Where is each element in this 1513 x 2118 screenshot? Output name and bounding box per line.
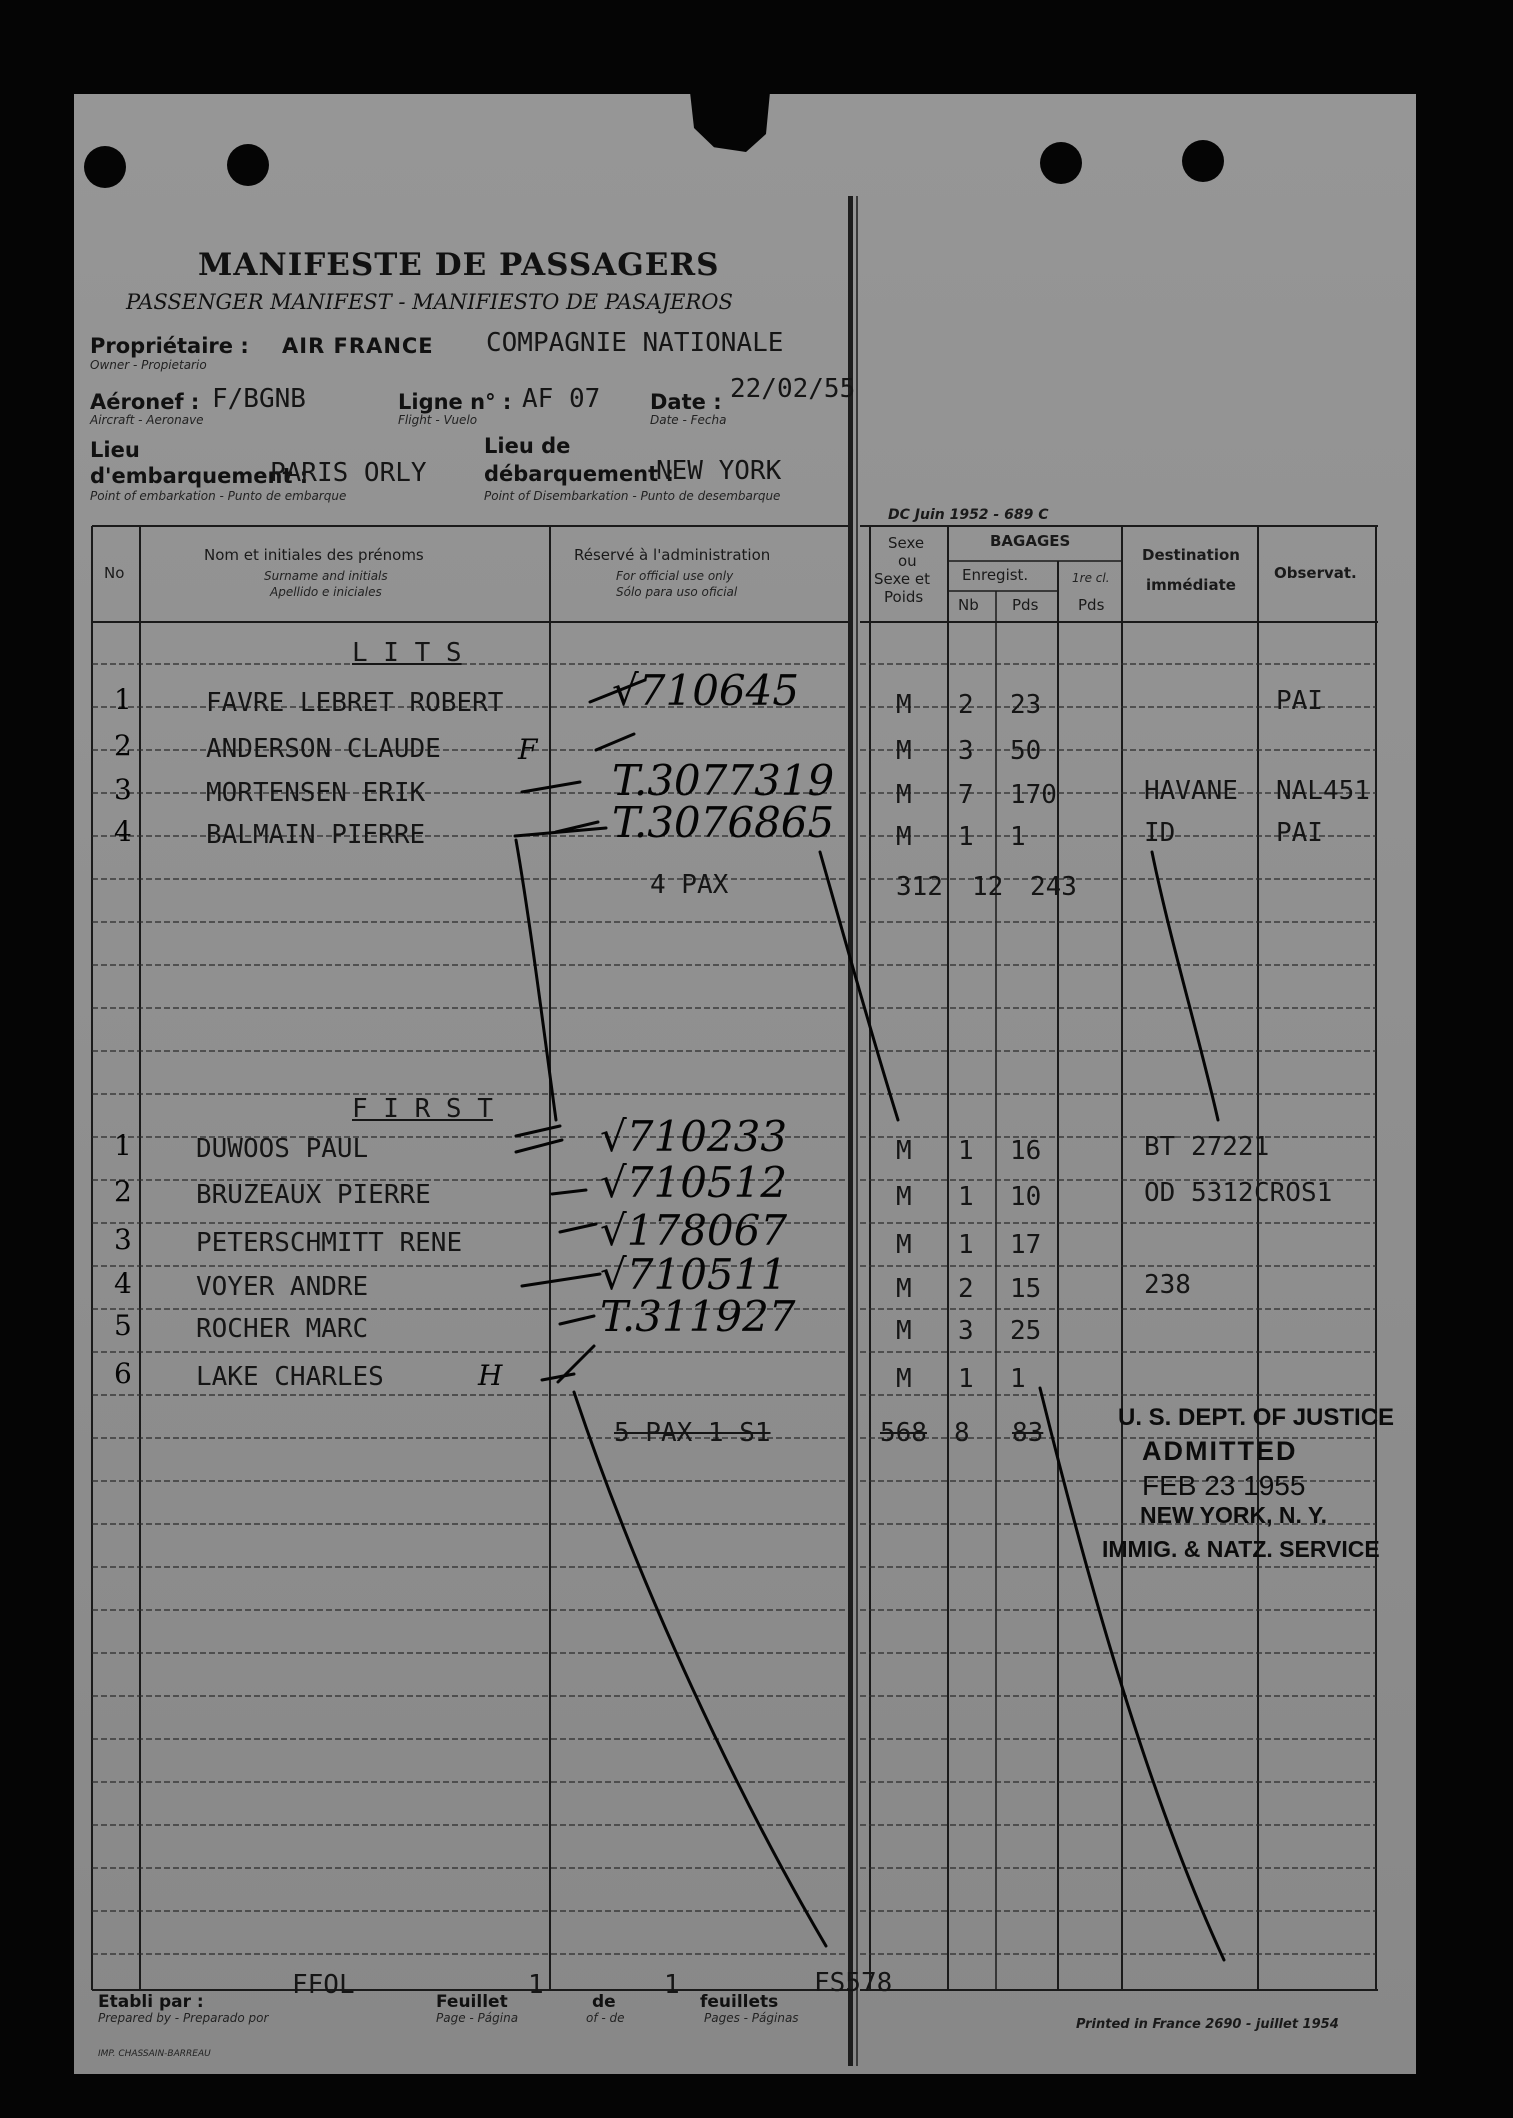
observation: PAI: [1276, 818, 1323, 848]
admin-number: √710233: [600, 1112, 788, 1161]
passenger-name: FAVRE LEBRET ROBERT: [206, 688, 504, 718]
flight-sublabel: Flight - Vuelo: [398, 413, 478, 427]
admin-number: √710511: [600, 1250, 788, 1299]
baggage-count: 7: [958, 780, 974, 810]
baggage-count: 2: [958, 690, 974, 720]
col-header-admin-es: Sólo para uso oficial: [616, 585, 738, 599]
destination: BT 27221: [1144, 1132, 1270, 1162]
printer-name: IMP. CHASSAIN-BARREAU: [98, 2049, 211, 2059]
prepared-by-label: Etabli par :: [98, 1992, 204, 2012]
passenger-name: BRUZEAUX PIERRE: [196, 1180, 431, 1210]
stamp-date: FEB 23 1955: [1142, 1470, 1306, 1501]
admin-number: T.3076865: [612, 798, 835, 847]
handwritten-mark-h: H: [478, 1359, 503, 1392]
row-number: 3: [114, 1223, 132, 1256]
date-label: Date :: [650, 390, 722, 414]
form-reference-fs: FS578: [814, 1968, 893, 1998]
col-header-sex-1: Sexe: [888, 534, 925, 552]
passenger-name: LAKE CHARLES: [196, 1362, 384, 1392]
owner-value: AIR FRANCE: [282, 334, 434, 358]
disembark-label-1: Lieu de: [484, 434, 571, 458]
handwritten-mark-f: F: [518, 733, 538, 766]
form-reference: DC Juin 1952 - 689 C: [888, 507, 1049, 523]
flight-value: AF 07: [522, 384, 601, 414]
destination: OD 5312: [1144, 1178, 1254, 1208]
lits-total-label: 4 PAX: [650, 870, 729, 900]
baggage-weight: 15: [1010, 1274, 1042, 1304]
passenger-sex: M: [896, 822, 912, 852]
passenger-name: ROCHER MARC: [196, 1314, 369, 1344]
passenger-name: ANDERSON CLAUDE: [206, 734, 441, 764]
passenger-sex: M: [896, 1230, 912, 1260]
first-total-sex: 568: [880, 1418, 927, 1448]
baggage-count: 2: [958, 1274, 974, 1304]
row-number: 1: [114, 1129, 132, 1162]
lits-total-pds: 243: [1030, 872, 1077, 902]
col-header-destination-1: Destination: [1142, 546, 1240, 564]
passenger-name: PETERSCHMITT RENE: [196, 1228, 463, 1258]
col-header-name: Nom et initiales des prénoms: [204, 546, 424, 564]
aircraft-sublabel: Aircraft - Aeronave: [90, 413, 204, 427]
col-header-first-class: 1re cl.: [1072, 571, 1110, 585]
passenger-name: DUWOOS PAUL: [196, 1134, 369, 1164]
of-label: de: [592, 1992, 616, 2012]
aircraft-value: F/BGNB: [212, 384, 306, 414]
row-number: 6: [114, 1357, 132, 1390]
flight-label: Ligne n° :: [398, 390, 512, 414]
passenger-sex: M: [896, 1182, 912, 1212]
baggage-count: 1: [958, 1364, 974, 1394]
col-header-sex-3: Sexe et: [874, 570, 931, 588]
pages-sublabel: Pages - Páginas: [704, 2011, 799, 2025]
date-value: 22/02/55: [730, 374, 856, 404]
admin-number: T.311927: [600, 1292, 796, 1341]
destination: ID: [1144, 818, 1176, 848]
col-header-destination-2: immédiate: [1146, 576, 1236, 594]
col-header-no: No: [104, 564, 125, 582]
owner-sublabel: Owner - Propietario: [90, 358, 207, 372]
row-number: 2: [114, 729, 132, 762]
date-sublabel: Date - Fecha: [650, 413, 727, 427]
stamp-service: IMMIG. & NATZ. SERVICE: [1102, 1536, 1380, 1562]
row-number: 5: [114, 1309, 132, 1342]
baggage-weight: 25: [1010, 1316, 1042, 1346]
pages-label: feuillets: [700, 1992, 779, 2012]
row-number: 4: [114, 1267, 132, 1300]
sheet-label: Feuillet: [436, 1992, 508, 2012]
owner-label: Propriétaire :: [90, 334, 249, 358]
passenger-name: BALMAIN PIERRE: [206, 820, 426, 850]
aircraft-label: Aéronef :: [90, 390, 200, 414]
baggage-weight: 16: [1010, 1136, 1042, 1166]
col-header-admin: Réservé à l'administration: [574, 546, 771, 564]
embark-label-2: d'embarquement :: [90, 464, 309, 488]
passenger-sex: M: [896, 1274, 912, 1304]
row-number: 3: [114, 773, 132, 806]
embark-label-1: Lieu: [90, 438, 140, 462]
passenger-sex: M: [896, 780, 912, 810]
admin-number: √710645: [612, 666, 800, 715]
disembark-value: NEW YORK: [656, 456, 782, 486]
col-header-observ: Observat.: [1274, 564, 1357, 582]
col-header-sex-2: ou: [898, 552, 917, 570]
first-total-label: 5 PAX 1 S1: [614, 1418, 771, 1448]
row-number: 1: [114, 683, 132, 716]
baggage-count: 1: [958, 1136, 974, 1166]
baggage-count: 1: [958, 822, 974, 852]
admin-number: √178067: [600, 1206, 788, 1255]
baggage-weight: 50: [1010, 736, 1042, 766]
embark-sublabel: Point of embarkation - Punto de embarque: [90, 489, 347, 503]
col-header-pds-2: Pds: [1078, 596, 1105, 614]
col-header-bagages: BAGAGES: [990, 532, 1071, 550]
of-sublabel: of - de: [586, 2011, 625, 2025]
admin-number: T.3077319: [612, 756, 835, 805]
baggage-weight: 10: [1010, 1182, 1042, 1212]
admin-number: √710512: [600, 1158, 788, 1207]
first-total-nb: 8: [954, 1418, 970, 1448]
of-value: 1: [664, 1970, 680, 2000]
row-number: 4: [114, 815, 132, 848]
manifest-title: MANIFESTE DE PASSAGERS: [198, 247, 720, 283]
col-header-name-es: Apellido e iniciales: [270, 585, 382, 599]
embark-value: PARIS ORLY: [270, 458, 427, 488]
prepared-by-sublabel: Prepared by - Preparado por: [98, 2011, 269, 2025]
prepared-by-value: FFOL: [292, 1970, 355, 2000]
baggage-count: 1: [958, 1182, 974, 1212]
observation: CROS1: [1254, 1178, 1333, 1208]
baggage-count: 3: [958, 736, 974, 766]
lits-total-nb: 12: [972, 872, 1004, 902]
baggage-count: 1: [958, 1230, 974, 1260]
sheet-sublabel: Page - Página: [436, 2011, 519, 2025]
observation: PAI: [1276, 686, 1323, 716]
passenger-sex: M: [896, 736, 912, 766]
baggage-weight: 170: [1010, 780, 1057, 810]
passenger-sex: M: [896, 690, 912, 720]
owner-typed: COMPAGNIE NATIONALE: [486, 328, 784, 358]
col-header-admin-en: For official use only: [616, 569, 734, 583]
baggage-weight: 1: [1010, 1364, 1026, 1394]
baggage-weight: 17: [1010, 1230, 1042, 1260]
passenger-sex: M: [896, 1316, 912, 1346]
sheet-value: 1: [528, 1970, 544, 2000]
passenger-name: VOYER ANDRE: [196, 1272, 369, 1302]
printed-in-france: Printed in France 2690 - juillet 1954: [1076, 2017, 1339, 2032]
baggage-weight: 1: [1010, 822, 1026, 852]
manifest-subtitle: PASSENGER MANIFEST - MANIFIESTO DE PASAJEROS: [126, 290, 733, 314]
passenger-name: MORTENSEN ERIK: [206, 778, 426, 808]
col-header-enregist: Enregist.: [962, 566, 1029, 584]
col-header-nb: Nb: [958, 596, 979, 614]
stamp-admitted: ADMITTED: [1142, 1436, 1298, 1466]
col-header-sex-4: Poids: [884, 588, 924, 606]
lits-total-sex: 312: [896, 872, 943, 902]
destination: HAVANE: [1144, 776, 1238, 806]
baggage-count: 3: [958, 1316, 974, 1346]
col-header-name-en: Surname and initials: [264, 569, 388, 583]
stamp-dept: U. S. DEPT. OF JUSTICE: [1118, 1404, 1395, 1431]
col-header-pds: Pds: [1012, 596, 1039, 614]
first-total-pds: 83: [1012, 1418, 1044, 1448]
baggage-weight: 23: [1010, 690, 1042, 720]
observation: NAL451: [1276, 776, 1370, 806]
row-number: 2: [114, 1175, 132, 1208]
section-lits: L I T S: [352, 638, 462, 668]
passenger-sex: M: [896, 1364, 912, 1394]
destination: 238: [1144, 1270, 1191, 1300]
disembark-label-2: débarquement :: [484, 462, 674, 486]
passenger-sex: M: [896, 1136, 912, 1166]
section-first: F I R S T: [352, 1094, 493, 1124]
disembark-sublabel: Point of Disembarkation - Punto de desembarque: [484, 489, 781, 503]
stamp-city: NEW YORK, N. Y.: [1140, 1502, 1328, 1528]
